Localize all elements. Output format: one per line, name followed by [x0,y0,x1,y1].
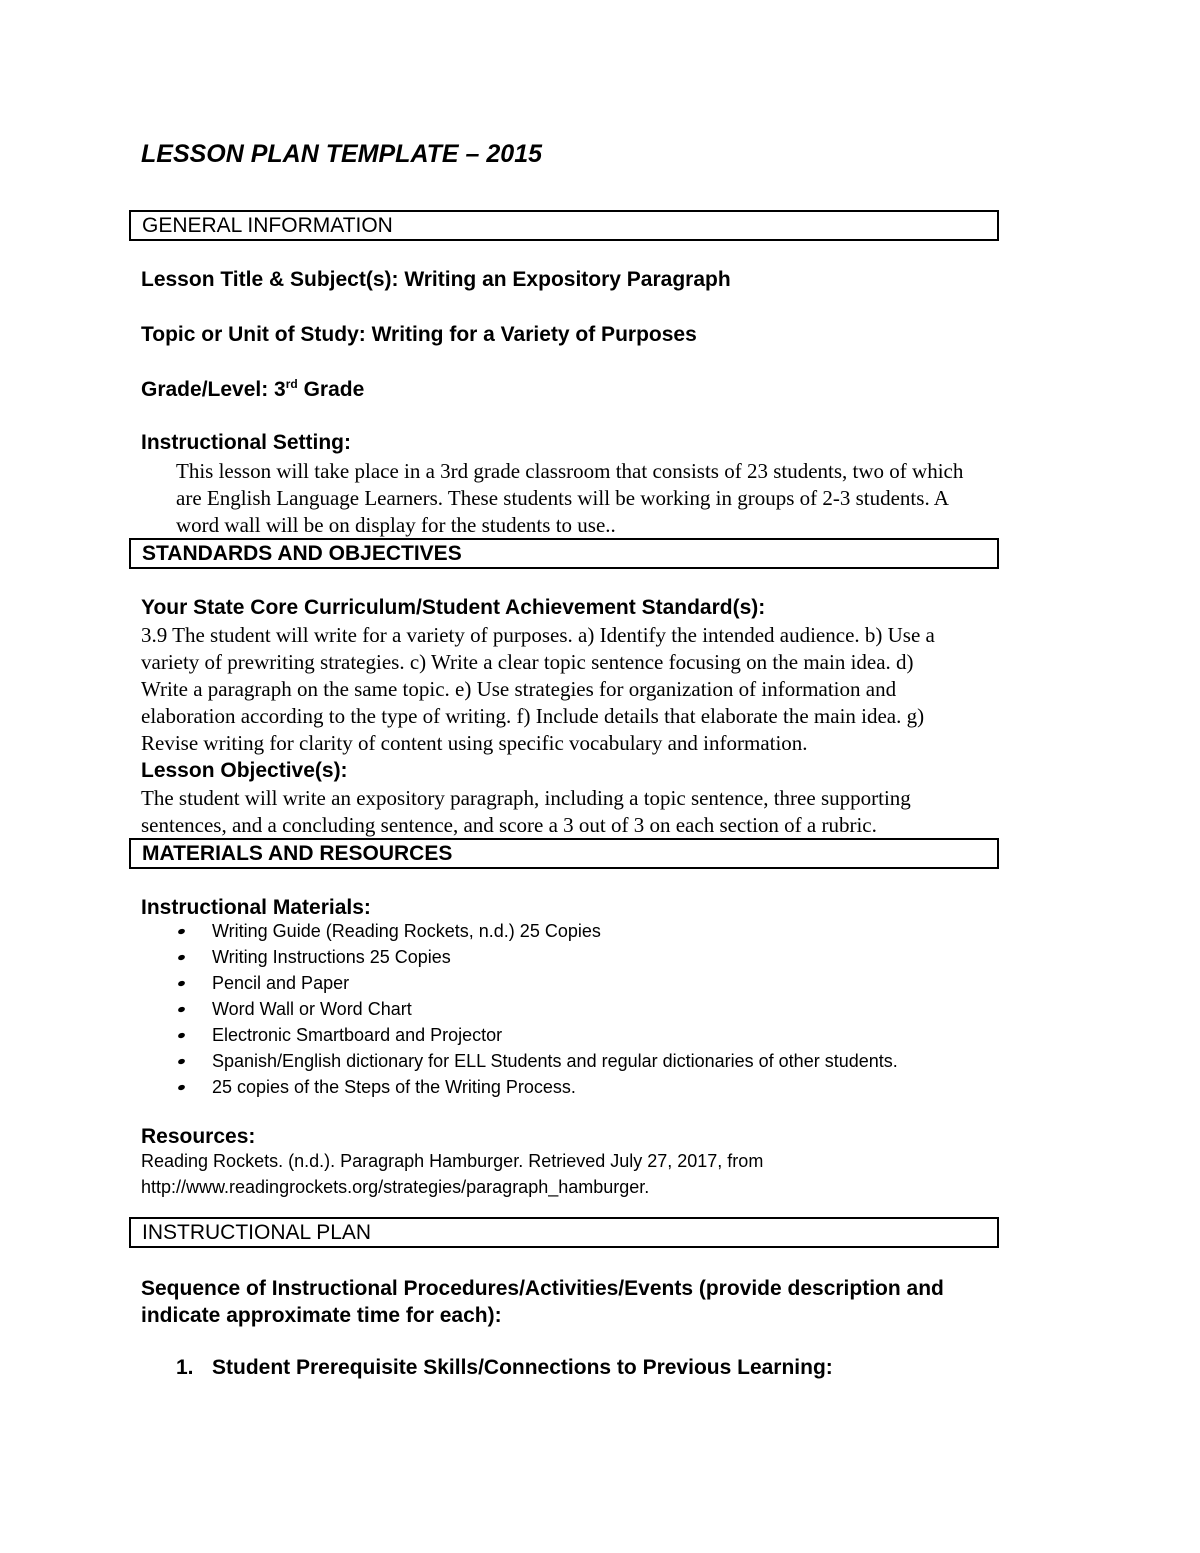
sequence-line: Sequence of Instructional Procedures/Activities/Events (provide description and [141,1277,944,1300]
setting-line: are English Language Learners. These students will be working in groups of 2-3 students. A [176,486,949,510]
standards-label: Your State Core Curriculum/Student Achievement Standard(s): [141,596,766,619]
bullet-icon [177,954,185,961]
bullet-icon [177,1084,185,1091]
standards-line: 3.9 The student will write for a variety of purposes. a) Identify the intended audience. b) Use a [141,623,935,647]
section-general-information: GENERAL INFORMATION [129,210,999,241]
list-item: Spanish/English dictionary for ELL Students and regular dictionaries of other students. [177,1048,898,1074]
sequence-line: indicate approximate time for each): [141,1304,502,1327]
list-item: Word Wall or Word Chart [177,996,898,1022]
instructional-materials-label: Instructional Materials: [141,896,371,919]
bullet-icon [177,1058,185,1065]
step-1-label: Student Prerequisite Skills/Connections to Previous Learning: [212,1356,833,1379]
list-item: 25 copies of the Steps of the Writing Process. [177,1074,898,1100]
section-instructional-plan: INSTRUCTIONAL PLAN [129,1217,999,1248]
lesson-title-field: Lesson Title & Subject(s): Writing an Expository Paragraph [141,268,731,291]
setting-line: This lesson will take place in a 3rd grade classroom that consists of 23 students, two of which [176,459,964,483]
step-1-number: 1. [176,1356,194,1379]
list-item: Electronic Smartboard and Projector [177,1022,898,1048]
section-materials-and-resources: MATERIALS AND RESOURCES [129,838,999,869]
resources-label: Resources: [141,1125,256,1148]
lesson-objective-text [141,785,911,839]
grade-superscript: rd [285,377,298,391]
materials-list [177,918,898,1100]
resources-text [141,1148,763,1200]
resources-line: Reading Rockets. (n.d.). Paragraph Hamburger. Retrieved July 27, 2017, from [141,1151,764,1171]
topic-field: Topic or Unit of Study: Writing for a Variety of Purposes [141,323,697,346]
resources-link[interactable]: http://www.readingrockets.org/strategies/paragraph_hamburger. [141,1177,650,1197]
instructional-setting-label: Instructional Setting: [141,431,351,454]
standards-line: Revise writing for clarity of content using specific vocabulary and information. [141,731,808,755]
bullet-icon [177,928,185,935]
section-standards-and-objectives: STANDARDS AND OBJECTIVES [129,538,999,569]
standards-text [141,622,935,757]
objective-line: The student will write an expository paragraph, including a topic sentence, three supporting [141,786,911,810]
grade-level-field [141,377,364,402]
list-item: Writing Instructions 25 Copies [177,944,898,970]
standards-line: variety of prewriting strategies. c) Write a clear topic sentence focusing on the main idea. d) [141,650,914,674]
instructional-setting-text [176,458,963,539]
sequence-label [141,1275,944,1329]
lesson-objective-label: Lesson Objective(s): [141,759,348,782]
grade-suffix: Grade [297,378,365,401]
list-item: Writing Guide (Reading Rockets, n.d.) 25 Copies [177,918,898,944]
bullet-icon [177,980,185,987]
objective-line: sentences, and a concluding sentence, and score a 3 out of 3 on each section of a rubric. [141,813,877,837]
document-title: LESSON PLAN TEMPLATE – 2015 [141,140,543,168]
list-item: Pencil and Paper [177,970,898,996]
setting-line: word wall will be on display for the students to use.. [176,513,616,537]
bullet-icon [177,1006,185,1013]
standards-line: Write a paragraph on the same topic. e) Use strategies for organization of information and [141,677,897,701]
bullet-icon [177,1032,185,1039]
grade-prefix: Grade/Level: 3 [141,378,286,401]
standards-line: elaboration according to the type of writing. f) Include details that elaborate the main idea. g) [141,704,925,728]
